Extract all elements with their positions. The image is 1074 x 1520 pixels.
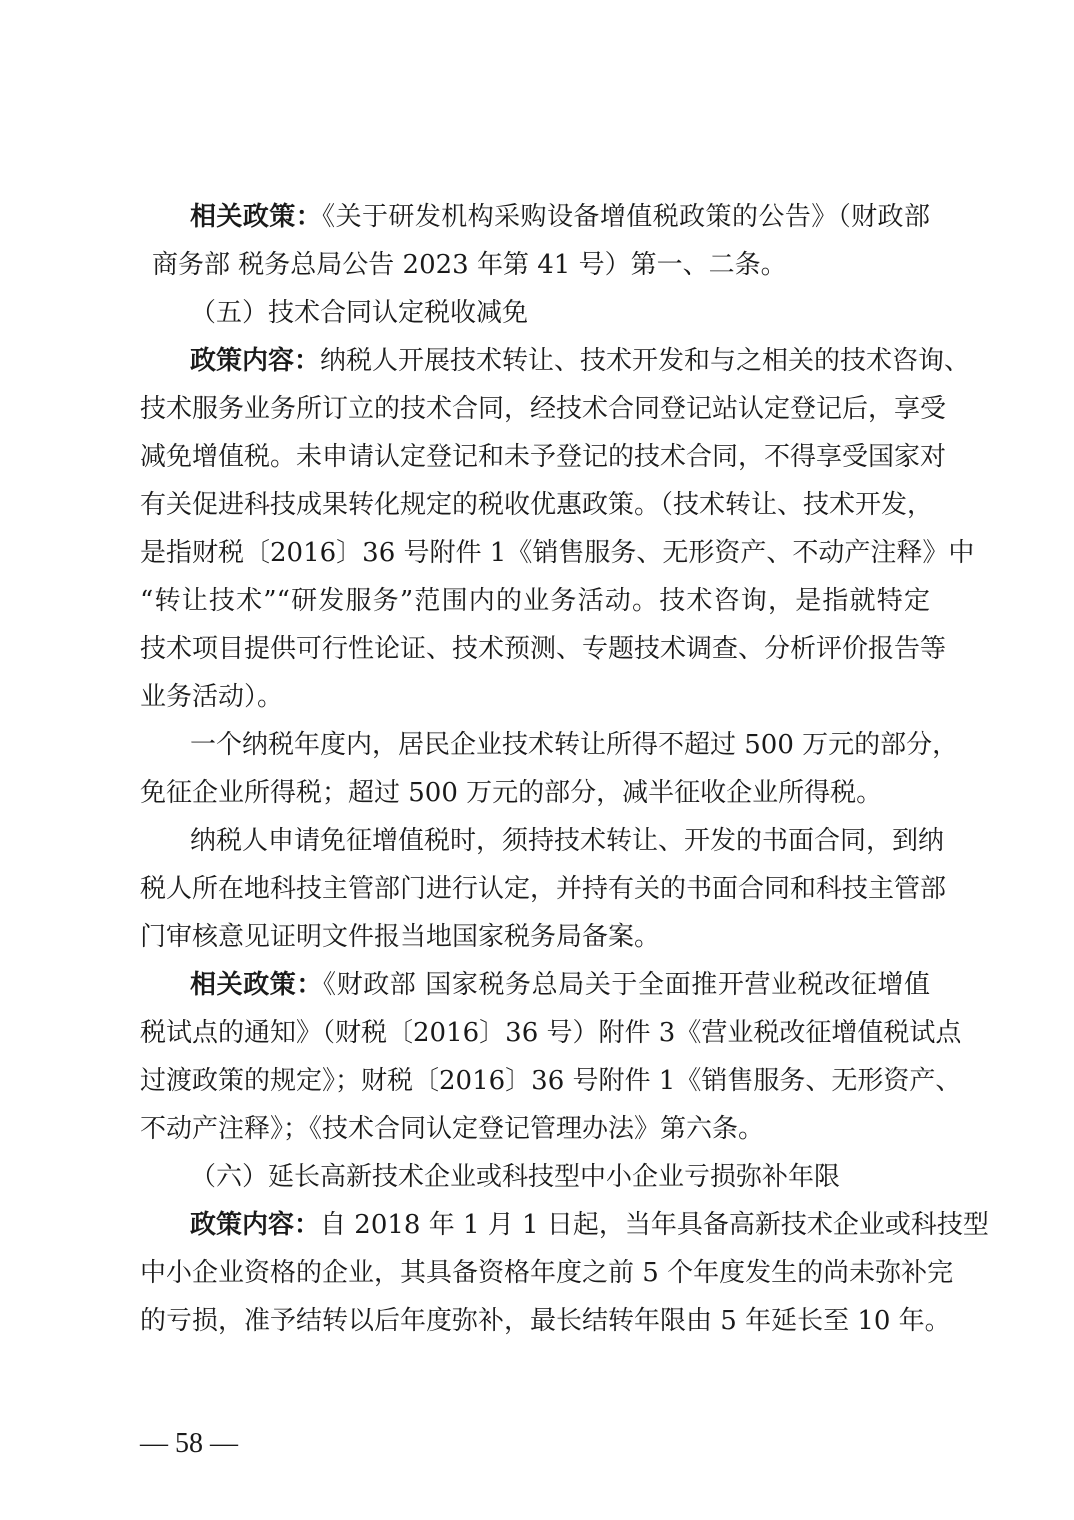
policy-content-line-4: 有关促进科技成果转化规定的税收优惠政策。（技术转让、技术开发， [140,490,934,520]
section-heading-5: （五）技术合同认定税收减免 [190,298,529,328]
policy-content-line-8: 业务活动）。 [140,682,284,712]
page-number: — 58 — [140,1428,238,1459]
paragraph-text: 纳税人开展技术转让、技术开发和与之相关的技术咨询、 [320,346,971,376]
related-policy-2-line-1 [190,961,930,1009]
paragraph-text: 《财政部 国家税务总局关于全面推开营业税改征增值 [323,970,930,1000]
income-tax-line-2: 免征企业所得税；超过 500 万元的部分，减半征收企业所得税。 [140,778,883,808]
policy-content-line-5: 是指财税〔2016〕36 号附件 1《销售服务、无形资产、不动产注释》中 [140,538,975,568]
related-policy-2-line-4: 不动产注释》；《技术合同认定登记管理办法》第六条。 [140,1114,765,1144]
policy-content-2-line-1 [190,1201,989,1249]
application-line-2: 税人所在地科技主管部门进行认定，并持有关的书面合同和科技主管部 [140,874,947,904]
policy-content-line-7: 技术项目提供可行性论证、技术预测、专题技术调查、分析评价报告等 [140,634,947,664]
policy-content-line-1 [190,337,971,385]
related-policy-2-line-2: 税试点的通知》（财税〔2016〕36 号）附件 3《营业税改征增值税试点 [140,1018,962,1048]
related-policy-2-line-3: 过渡政策的规定》；财税〔2016〕36 号附件 1《销售服务、无形资产、 [140,1066,962,1096]
application-line-3: 门审核意见证明文件报当地国家税务局备案。 [140,922,661,952]
related-policy-label: 相关政策： [190,202,323,232]
policy-content-line-2: 技术服务业务所订立的技术合同，经技术合同登记站认定登记后，享受 [140,394,947,424]
policy-content-label: 政策内容： [190,346,321,376]
application-line-1: 纳税人申请免征增值税时，须持技术转让、开发的书面合同，到纳 [190,826,945,856]
paragraph-text: 《关于研发机构采购设备增值税政策的公告》（财政部 [322,202,930,232]
policy-related-line-2: 商务部 税务总局公告 2023 年第 41 号）第一、二条。 [152,250,787,280]
policy-content-line-3: 减免增值税。未申请认定登记和未予登记的技术合同，不得享受国家对 [140,442,947,472]
policy-content-line-6: “转让技术”“研发服务”范围内的业务活动。技术咨询，是指就特定 [140,586,930,616]
income-tax-line-1: 一个纳税年度内，居民企业技术转让所得不超过 500 万元的部分， [190,730,959,760]
paragraph-text: 自 2018 年 1 月 1 日起，当年具备高新技术企业或科技型 [320,1210,989,1240]
policy-content-2-line-2: 中小企业资格的企业，其具备资格年度之前 5 个年度发生的尚未弥补完 [140,1258,954,1288]
section-heading-6: （六）延长高新技术企业或科技型中小企业亏损弥补年限 [190,1162,841,1192]
policy-content-2-line-3: 的亏损，准予结转以后年度弥补，最长结转年限由 5 年延长至 10 年。 [140,1306,951,1336]
related-policy-label: 相关政策： [190,970,323,1000]
policy-content-label: 政策内容： [190,1210,321,1240]
policy-related-line-1 [190,193,930,241]
